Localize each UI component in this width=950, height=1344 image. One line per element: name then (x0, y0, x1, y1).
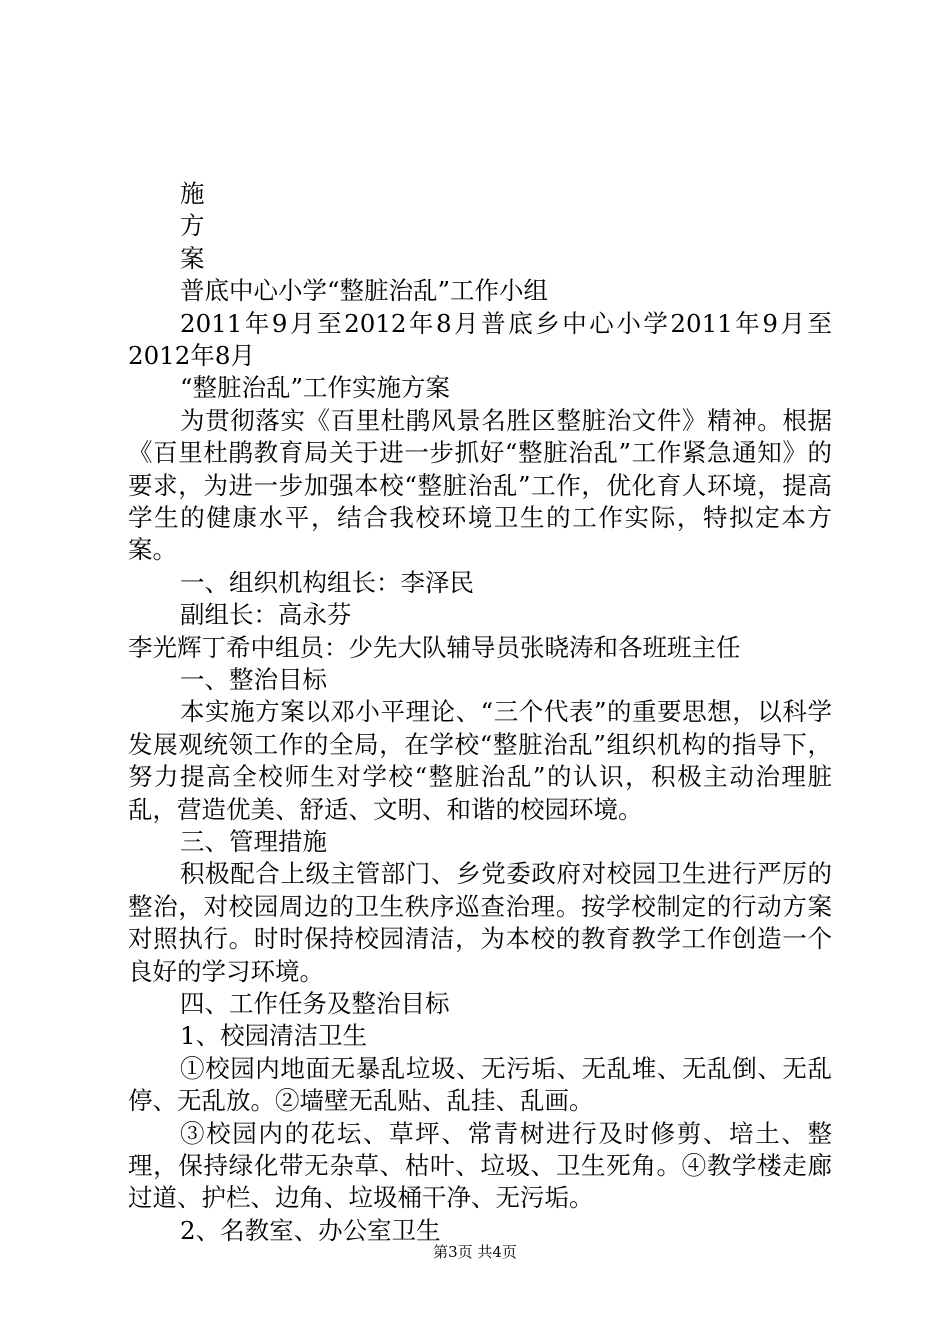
task2-heading: 2、名教室、办公室卫生 (180, 1215, 441, 1245)
deputy-line: 副组长：高永芬 (180, 600, 352, 630)
task1-heading: 1、校园清洁卫生 (180, 1021, 368, 1051)
document-body (128, 178, 832, 1247)
title-char-2: 方 (180, 211, 205, 241)
org-heading: 一、组织机构组长：李泽民 (180, 567, 474, 597)
title-char-1: 施 (180, 179, 205, 208)
measures-paragraph: 积极配合上级主管部门、乡党委政府对校园卫生进行严厉的整治，对校园周边的卫生秩序巡查治理。按学校制定的行动方案对照执行。时时保持校园清洁，为本校的教育教学工作创造一个良好的学习环境。 (128, 859, 832, 986)
goal-paragraph: 本实施方案以邓小平理论、“三个代表”的重要思想，以科学发展观统领工作的全局，在学校“整脏治乱”组织机构的指导下，努力提高全校师生对学校“整脏治乱”的认识，积极主动治理脏乱，营造优美、舒适、文明、和谐的校园环境。 (128, 697, 832, 824)
measures-heading: 三、管理措施 (180, 826, 327, 856)
page-footer: 第3页 共4页 (433, 1243, 517, 1261)
title-char-3: 案 (180, 243, 205, 273)
task1-item-3: ③校园内的花坛、草坪、常青树进行及时修剪、培土、整理，保持绿化带无杂草、枯叶、垃圾、卫生死角。④教学楼走廊过道、护栏、边角、垃圾桶干净、无污垢。 (128, 1118, 832, 1213)
tasks-heading: 四、工作任务及整治目标 (180, 989, 450, 1018)
doc-title: “整脏治乱”工作实施方案 (180, 373, 451, 403)
task1-item-1: ①校园内地面无暴乱垃圾、无污垢、无乱堆、无乱倒、无乱停、无乱放。②墙壁无乱贴、乱挂、乱画。 (128, 1053, 832, 1116)
members-line: 李光辉丁希中组员：少先大队辅导员张晓涛和各班班主任 (128, 632, 741, 662)
goal-heading: 一、整治目标 (180, 664, 327, 694)
work-group-name: 普底中心小学“整脏治乱”工作小组 (180, 276, 549, 306)
date-line: 2011年9月至2012年8月普底乡中心小学2011年9月至2012年8月 (128, 308, 832, 370)
intro-paragraph: 为贯彻落实《百里杜鹃风景名胜区整脏治文件》精神。根据《百里杜鹃教育局关于进一步抓好“整脏治乱”工作紧急通知》的要求，为进一步加强本校“整脏治乱”工作，优化育人环境，提高学生的健康水平，结合我校环境卫生的工作实际，特拟定本方案。 (128, 405, 832, 565)
